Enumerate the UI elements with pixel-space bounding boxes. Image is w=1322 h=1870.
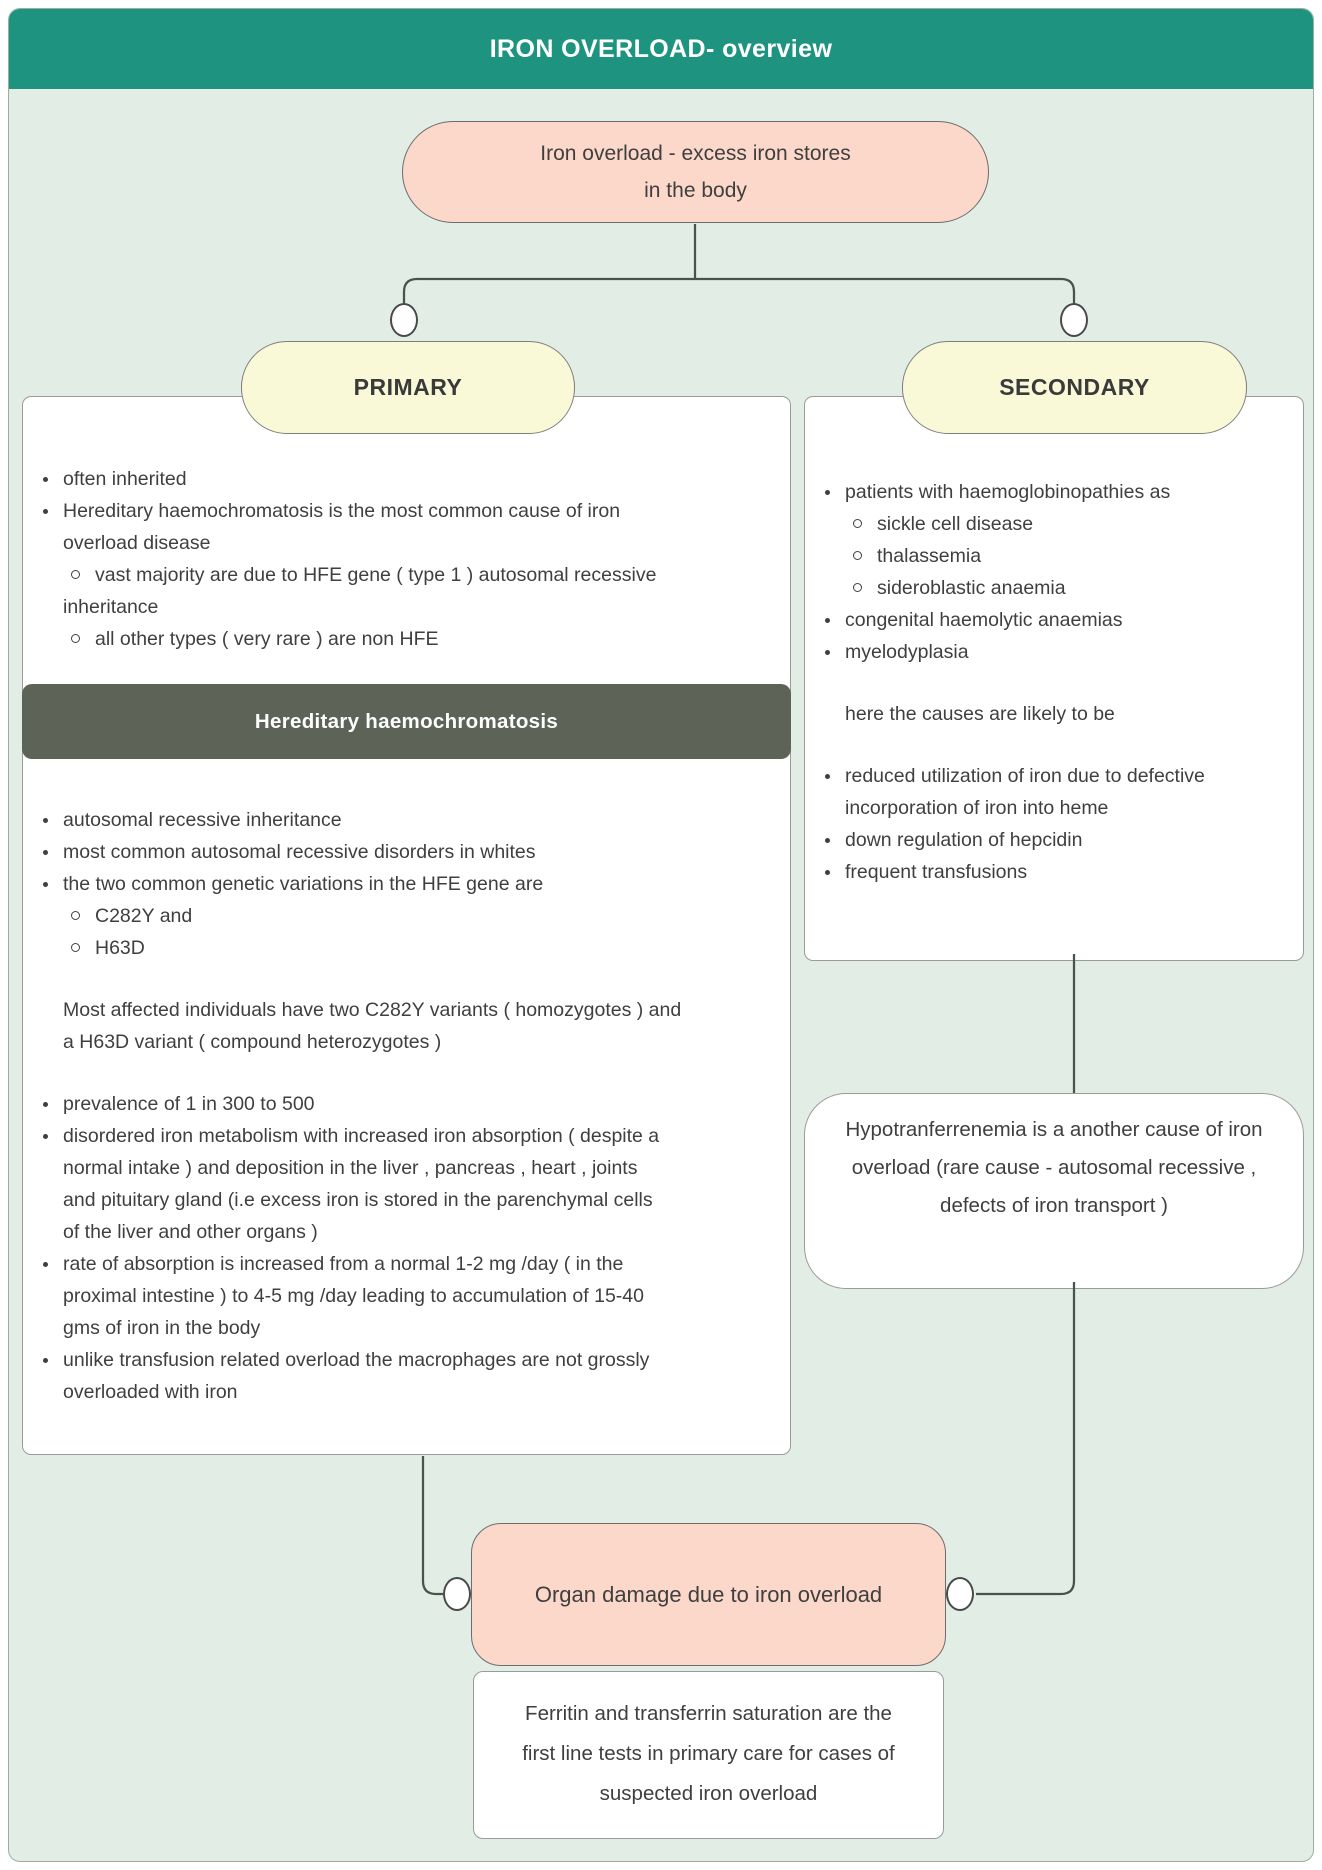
- list-line-text: a H63D variant ( compound heterozygotes ): [63, 1031, 442, 1053]
- list-line: [23, 463, 780, 495]
- text-line: overload (rare cause - autosomal recessive ,: [851, 1156, 1257, 1179]
- bullet-circle-icon: [71, 943, 80, 952]
- list-line-text: C282Y and: [95, 905, 193, 927]
- list-line-text: normal intake ) and deposition in the liver , pancreas , heart , joints: [63, 1157, 638, 1179]
- list-line: [23, 1248, 780, 1280]
- list-line-text: Hereditary haemochromatosis is the most common cause of iron: [63, 500, 621, 522]
- list-line: [23, 932, 780, 964]
- hypotransferrinemia-node: [804, 1093, 1304, 1289]
- primary-branch-pill: [241, 341, 575, 434]
- list-line-text: often inherited: [63, 468, 187, 490]
- list-line-text: incorporation of iron into heme: [845, 797, 1109, 819]
- bullet-dot-icon: [43, 882, 48, 887]
- bullet-circle-icon: [71, 570, 80, 579]
- list-line-text: autosomal recessive inheritance: [63, 809, 342, 831]
- bullet-dot-icon: [43, 1102, 48, 1107]
- list-line: [805, 698, 1293, 730]
- junction-circle-primary: [390, 303, 418, 337]
- bullet-circle-icon: [71, 634, 80, 643]
- secondary-branch-label: SECONDARY: [999, 374, 1150, 400]
- list-line-text: overload disease: [63, 532, 211, 554]
- list-line: [23, 1376, 780, 1408]
- text-line: Iron overload - excess iron stores: [540, 142, 851, 165]
- list-line: [23, 1120, 780, 1152]
- list-line: [805, 856, 1293, 888]
- list-line: [23, 1152, 780, 1184]
- list-line: [23, 1312, 780, 1344]
- text-line: suspected iron overload: [599, 1782, 818, 1805]
- organ-damage-label: Organ damage due to iron overload: [534, 1581, 883, 1607]
- list-line: [23, 495, 780, 527]
- secondary-detail-box: [804, 396, 1304, 961]
- list-line-text: frequent transfusions: [845, 861, 1028, 883]
- bullet-dot-icon: [43, 509, 48, 514]
- list-line-text: inheritance: [63, 596, 159, 618]
- list-line-text: patients with haemoglobinopathies as: [845, 481, 1171, 503]
- hereditary-subheader: [22, 684, 791, 759]
- list-line-text: vast majority are due to HFE gene ( type 1 ) autosomal recessive: [95, 564, 657, 586]
- list-line: [23, 1184, 780, 1216]
- ferritin-note-text: [474, 1672, 943, 1814]
- list-line: [805, 604, 1293, 636]
- bullet-dot-icon: [825, 870, 830, 875]
- list-line-text: reduced utilization of iron due to defective: [845, 765, 1205, 787]
- connector-hypo-to-organ: [976, 1282, 1074, 1594]
- bullet-dot-icon: [43, 850, 48, 855]
- list-line: [23, 1280, 780, 1312]
- spacer-line: [23, 1058, 780, 1088]
- bullet-dot-icon: [825, 650, 830, 655]
- list-line: [23, 994, 780, 1026]
- list-line: [23, 1026, 780, 1058]
- junction-circle-organ-right: [946, 1577, 974, 1611]
- list-line-text: sickle cell disease: [877, 513, 1034, 535]
- bullet-circle-icon: [853, 519, 862, 528]
- ferritin-note-box: [473, 1671, 944, 1839]
- primary-detail-list: [23, 804, 780, 1408]
- list-line: [805, 572, 1293, 604]
- bullet-dot-icon: [825, 774, 830, 779]
- spacer-line: [23, 964, 780, 994]
- text-line: Ferritin and transferrin saturation are the: [525, 1702, 892, 1725]
- list-line: [23, 527, 780, 559]
- list-line-text: rate of absorption is increased from a normal 1-2 mg /day ( in the: [63, 1253, 624, 1275]
- text-line: in the body: [644, 179, 747, 202]
- spacer-line: [805, 730, 1293, 760]
- bullet-dot-icon: [43, 1358, 48, 1363]
- list-line: [805, 760, 1293, 792]
- primary-intro-list: [23, 463, 780, 655]
- list-line: [23, 900, 780, 932]
- bullet-dot-icon: [43, 477, 48, 482]
- list-line: [805, 792, 1293, 824]
- bullet-dot-icon: [43, 1262, 48, 1267]
- root-node: [402, 121, 989, 223]
- hereditary-subheader-label: Hereditary haemochromatosis: [254, 709, 559, 733]
- secondary-detail-list: [805, 476, 1293, 888]
- list-line: [805, 476, 1293, 508]
- spacer-line: [805, 668, 1293, 698]
- list-line: [23, 623, 780, 655]
- bullet-circle-icon: [853, 583, 862, 592]
- list-line-text: prevalence of 1 in 300 to 500: [63, 1093, 315, 1115]
- list-line: [23, 1344, 780, 1376]
- list-line-text: thalassemia: [877, 545, 982, 567]
- page-title: IRON OVERLOAD- overview: [489, 34, 833, 63]
- hypotransferrinemia-text: [805, 1094, 1303, 1225]
- list-line-text: H63D: [95, 937, 145, 959]
- bullet-dot-icon: [43, 818, 48, 823]
- list-line: [23, 559, 780, 591]
- list-line: [23, 1216, 780, 1248]
- list-line-text: down regulation of hepcidin: [845, 829, 1083, 851]
- root-node-text: [540, 135, 850, 209]
- bullet-dot-icon: [43, 1134, 48, 1139]
- diagram-panel: [8, 8, 1314, 1862]
- text-line: Hypotranferrenemia is a another cause of iron: [845, 1118, 1263, 1141]
- secondary-branch-pill: [902, 341, 1247, 434]
- connector-branch-bar: [404, 279, 1074, 306]
- list-line-text: myelodyplasia: [845, 641, 969, 663]
- primary-detail-box: [22, 396, 791, 1455]
- list-line-text: Most affected individuals have two C282Y variants ( homozygotes ) and: [63, 999, 682, 1021]
- list-line: [23, 804, 780, 836]
- list-line-text: unlike transfusion related overload the macrophages are not grossly: [63, 1349, 650, 1371]
- list-line-text: here the causes are likely to be: [845, 703, 1115, 725]
- text-line: defects of iron transport ): [940, 1194, 1168, 1217]
- list-line-text: overloaded with iron: [63, 1381, 238, 1403]
- list-line: [23, 868, 780, 900]
- bullet-circle-icon: [71, 911, 80, 920]
- diagram-header: [9, 9, 1313, 89]
- list-line: [805, 508, 1293, 540]
- list-line: [805, 824, 1293, 856]
- organ-damage-node: [471, 1523, 946, 1666]
- list-line-text: gms of iron in the body: [63, 1317, 261, 1339]
- bullet-dot-icon: [825, 838, 830, 843]
- list-line-text: the two common genetic variations in the HFE gene are: [63, 873, 544, 895]
- text-line: first line tests in primary care for cases of: [522, 1742, 895, 1765]
- list-line: [805, 636, 1293, 668]
- junction-circle-organ-left: [443, 1577, 471, 1611]
- list-line-text: sideroblastic anaemia: [877, 577, 1066, 599]
- bullet-circle-icon: [853, 551, 862, 560]
- bullet-dot-icon: [825, 618, 830, 623]
- primary-branch-label: PRIMARY: [353, 374, 463, 400]
- list-line-text: of the liver and other organs ): [63, 1221, 318, 1243]
- junction-circle-secondary: [1060, 303, 1088, 337]
- list-line-text: and pituitary gland (i.e excess iron is stored in the parenchymal cells: [63, 1189, 653, 1211]
- list-line: [23, 836, 780, 868]
- list-line-text: all other types ( very rare ) are non HFE: [95, 628, 439, 650]
- list-line-text: proximal intestine ) to 4-5 mg /day leading to accumulation of 15-40: [63, 1285, 644, 1307]
- connector-primary-to-organ: [423, 1456, 443, 1594]
- list-line-text: congenital haemolytic anaemias: [845, 609, 1123, 631]
- list-line-text: disordered iron metabolism with increased iron absorption ( despite a: [63, 1125, 660, 1147]
- bullet-dot-icon: [825, 490, 830, 495]
- list-line: [23, 591, 780, 623]
- list-line: [805, 540, 1293, 572]
- list-line: [23, 1088, 780, 1120]
- list-line-text: most common autosomal recessive disorders in whites: [63, 841, 536, 863]
